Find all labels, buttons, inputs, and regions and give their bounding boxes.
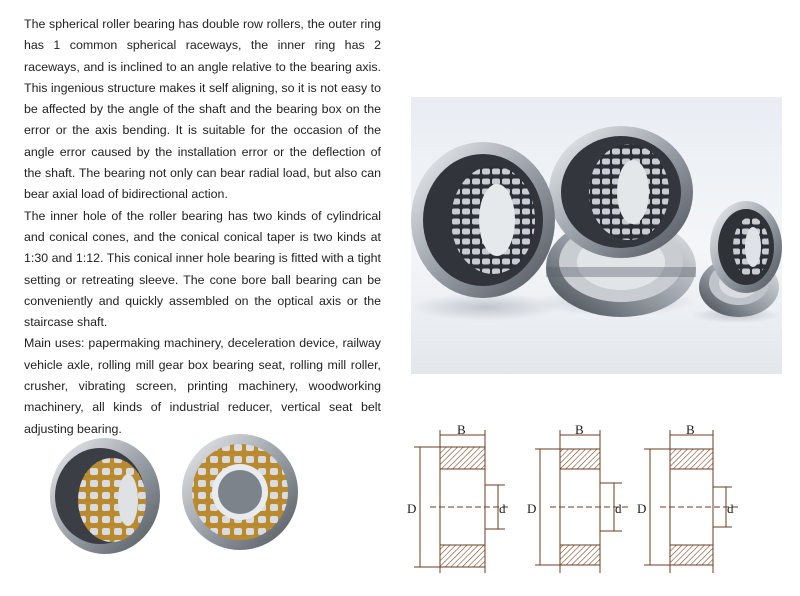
inner-diameter-label-2: d <box>615 501 622 516</box>
brass-cage-bearings-photo <box>40 430 310 562</box>
bearings-product-photo <box>411 97 782 374</box>
outer-diameter-label-2: D <box>527 501 537 516</box>
width-label-2: B <box>575 425 584 437</box>
technical-drawings <box>400 425 792 580</box>
bearing-cross-sections <box>400 425 792 580</box>
description-paragraph-3: Main uses: papermaking machinery, deceleration device, railway vehicle axle, rolling mill gear box bearing seat, rolling mill roller, crusher, vibrating screen, printing machinery, woodworking machinery, all kinds of industrial reducer, vertical seat belt adjusting bearing. <box>24 336 381 436</box>
description-paragraph-2: The inner hole of the roller bearing has two kinds of cylindrical and conical cones, and the conical conical taper is two kinds at 1:30 and 1:12. This conical inner hole bearing is fitted with a tight setting or retreating sleeve. The cone bore ball bearing can be conveniently and quickly assembled on the optical axis or the staircase shaft. <box>24 208 381 330</box>
brass-bearings-art <box>40 430 310 562</box>
cross-section-3 <box>644 430 740 573</box>
bearings-photo-art <box>411 97 782 374</box>
outer-diameter-label-3: D <box>637 501 647 516</box>
width-label-3: B <box>686 425 695 437</box>
outer-diameter-label-1: D <box>407 501 417 516</box>
inner-diameter-label-3: d <box>727 501 734 516</box>
description-paragraph-1: The spherical roller bearing has double row rollers, the outer ring has 1 common spherical raceways, the inner ring has 2 raceways, and is inclined to an angle relative to the bearing axis. This ingenious structure makes it self aligning, so it is not easy to be affected by the angle of the shaft and the bearing box on the error or the axis bending. It is suitable for the occasion of the angle error caused by the installation error or the deflection of the shaft. The bearing not only can bear radial load, but also can bear axial load of bidirectional action. <box>24 17 381 202</box>
inner-diameter-label-1: d <box>499 501 506 516</box>
cross-section-1 <box>414 430 510 573</box>
product-description <box>24 14 381 440</box>
width-label-1: B <box>457 425 466 437</box>
